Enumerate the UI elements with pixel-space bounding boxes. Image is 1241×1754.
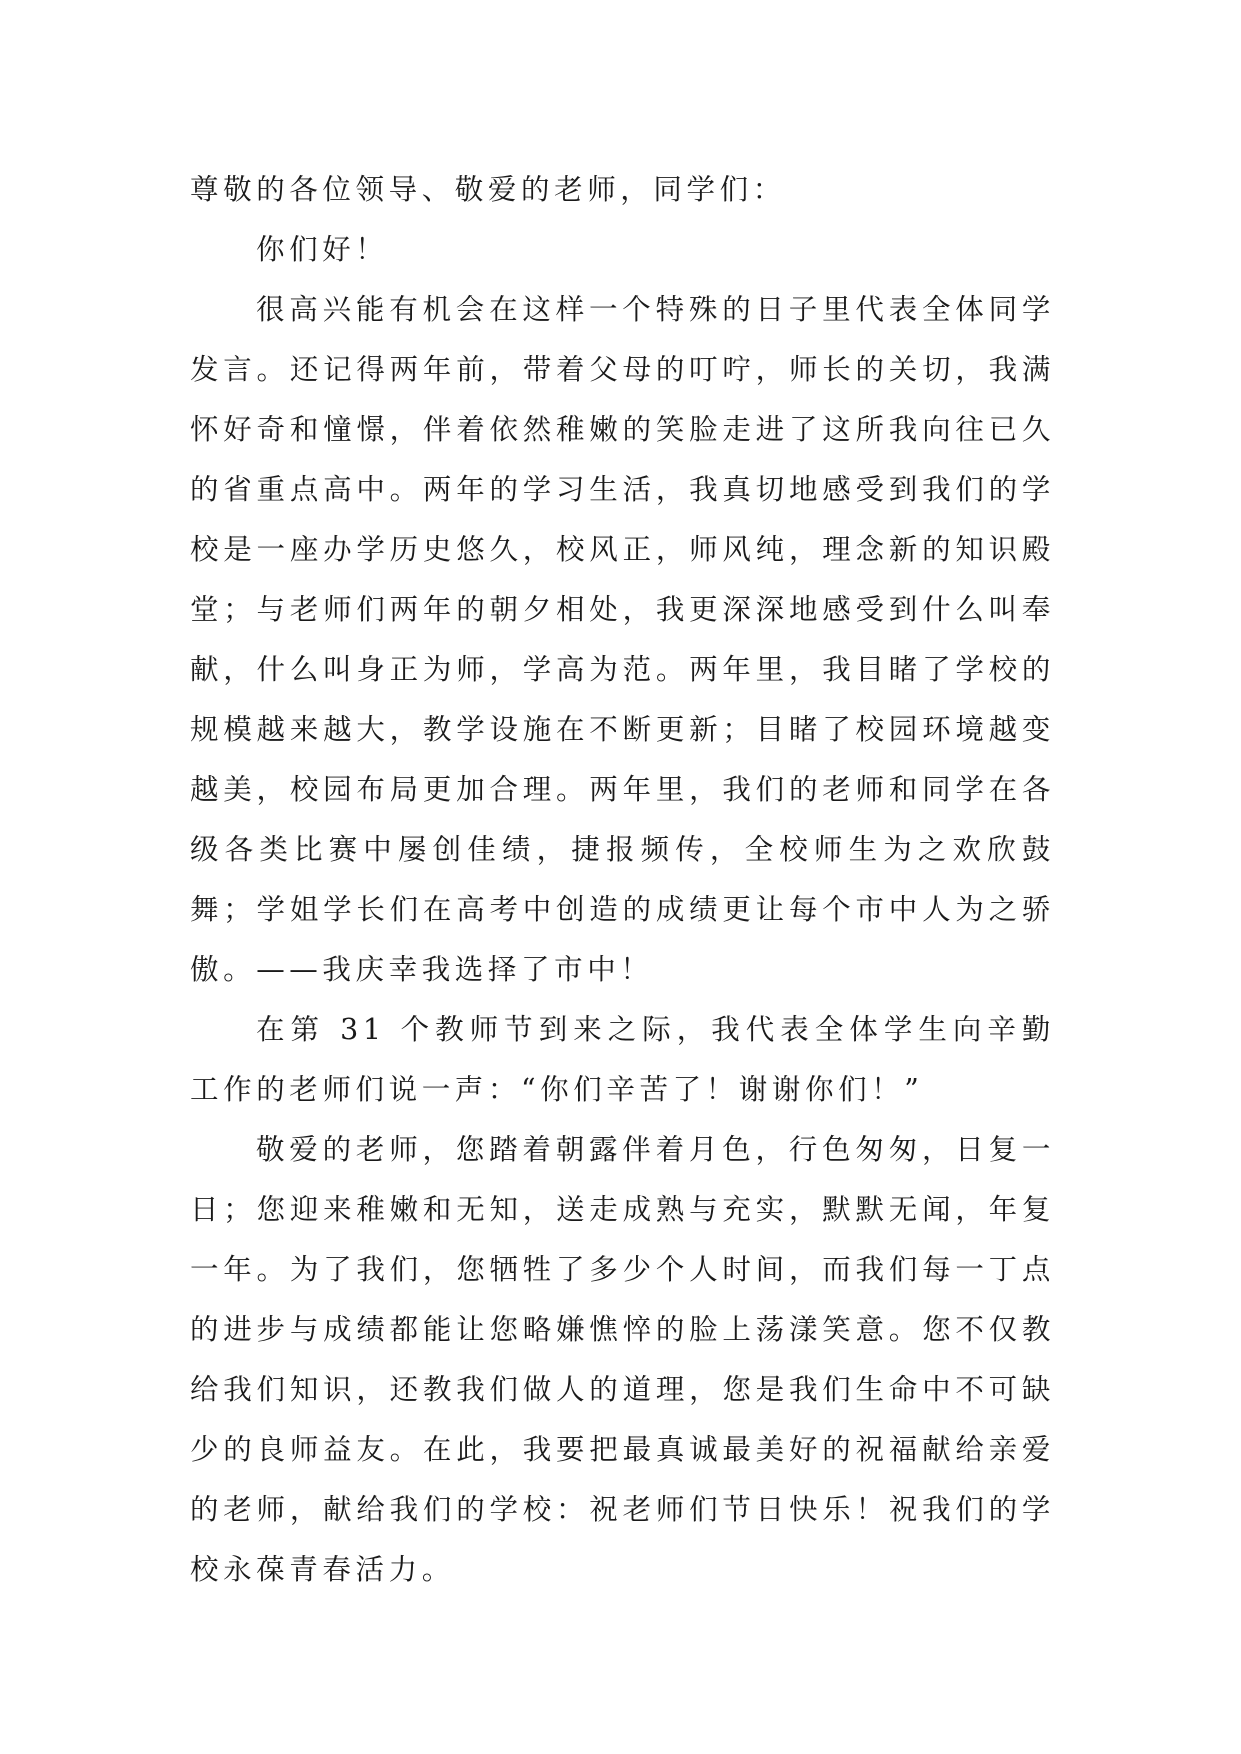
document-body [190,160,1055,1600]
body-paragraph: 敬爱的老师，您踏着朝露伴着月色，行色匆匆，日复一日；您迎来稚嫩和无知，送走成熟与充实，默默无闻，年复一年。为了我们，您牺牲了多少个人时间，而我们每一丁点的进步与成绩都能让您略嫌憔悴的脸上荡漾笑意。您不仅教给我们知识，还教我们做人的道理，您是我们生命中不可缺少的良师益友。在此，我要把最真诚最美好的祝福献给亲爱的老师，献给我们的学校：祝老师们节日快乐！祝我们的学校永葆青春活力。 [190,1133,1055,1586]
greeting-paragraph: 你们好！ [256,233,389,266]
salutation: 尊敬的各位领导、敬爱的老师，同学们： [190,173,786,206]
body-paragraph: 在第 31 个教师节到来之际，我代表全体学生向辛勤工作的老师们说一声：“你们辛苦了！谢谢你们！” [190,1013,1055,1106]
body-paragraph: 很高兴能有机会在这样一个特殊的日子里代表全体同学发言。还记得两年前，带着父母的叮咛，师长的关切，我满怀好奇和憧憬，伴着依然稚嫩的笑脸走进了这所我向往已久的省重点高中。两年的学习生活，我真切地感受到我们的学校是一座办学历史悠久，校风正，师风纯，理念新的知识殿堂；与老师们两年的朝夕相处，我更深深地感受到什么叫奉献，什么叫身正为师，学高为范。两年里，我目睹了学校的规模越来越大，教学设施在不断更新；目睹了校园环境越变越美，校园布局更加合理。两年里，我们的老师和同学在各级各类比赛中屡创佳绩，捷报频传，全校师生为之欢欣鼓舞；学姐学长们在高考中创造的成绩更让每个市中人为之骄傲。——我庆幸我选择了市中！ [190,293,1055,986]
